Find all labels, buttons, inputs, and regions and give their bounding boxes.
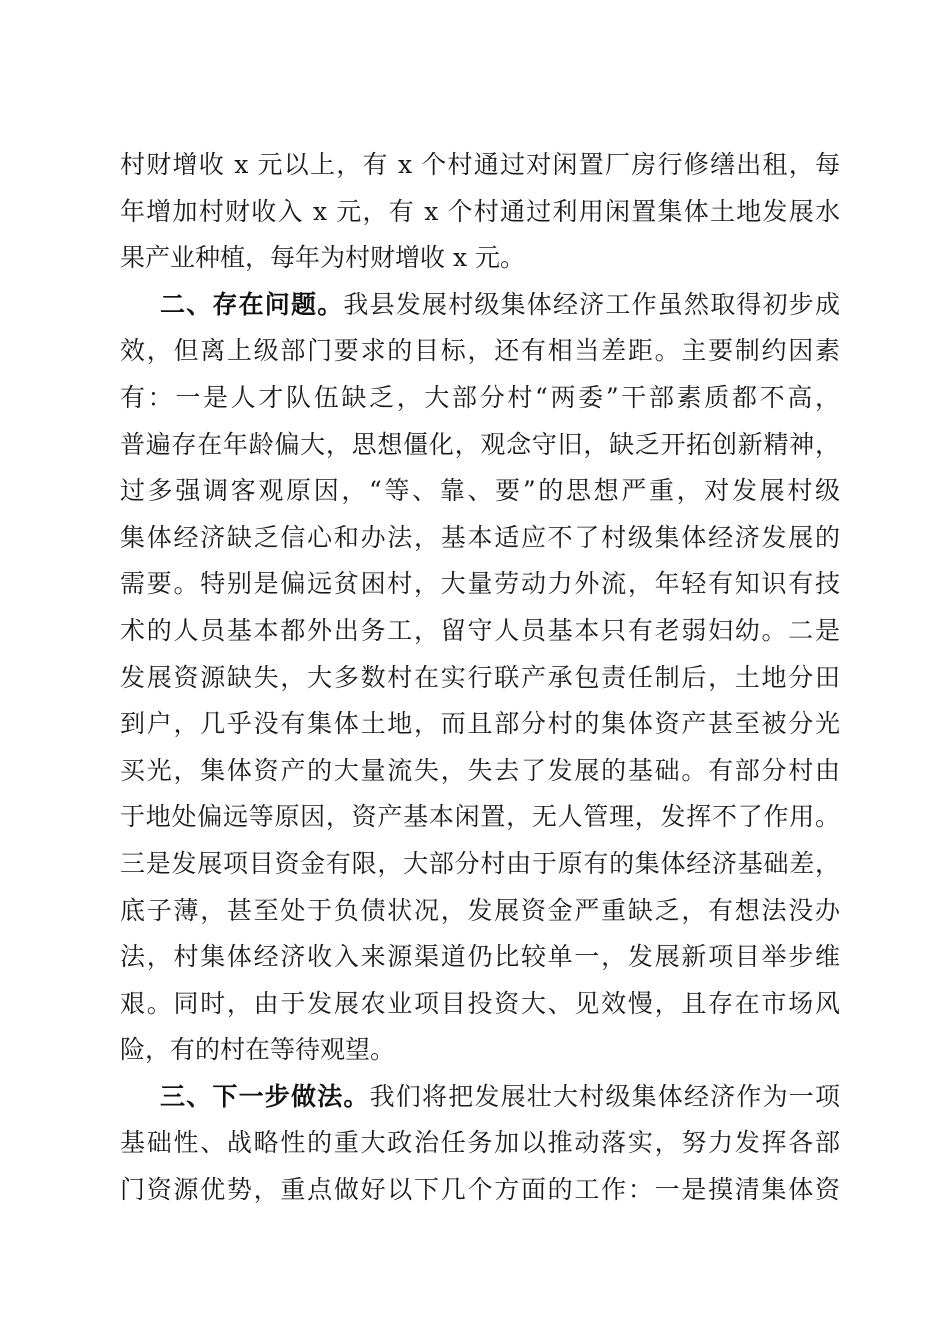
paragraph-line: 底子薄，甚至处于负债状况，发展资金严重缺乏，有想法没办 bbox=[120, 895, 840, 925]
paragraph-line: 年增加村财收入 x 元，有 x 个村通过利用闲置集体土地发展水 bbox=[120, 196, 840, 226]
paragraph-line: 发展资源缺失，大多数村在实行联产承包责任制后，土地分田 bbox=[120, 662, 840, 692]
section-2-first-line-text: 我县发展村级集体经济工作虽然取得初步成 bbox=[343, 289, 840, 319]
document-body bbox=[120, 142, 840, 1214]
paragraph-line: 过多强调客观原因，“等、靠、要”的思想严重，对发展村级 bbox=[120, 476, 840, 506]
paragraph-line: 需要。特别是偏远贫困村，大量劳动力外流，年轻有知识有技 bbox=[120, 569, 840, 599]
paragraph-line: 到户，几乎没有集体土地，而且部分村的集体资产甚至被分光 bbox=[120, 709, 840, 739]
paragraph-line: 村财增收 x 元以上，有 x 个村通过对闲置厂房行修缮出租，每 bbox=[120, 150, 840, 179]
section-3-first-line bbox=[120, 1074, 840, 1121]
paragraph-line: 术的人员基本都外出务工，留守人员基本只有老弱妇幼。二是 bbox=[120, 615, 840, 645]
paragraph-line: 险，有的村在等待观望。 bbox=[120, 1035, 396, 1065]
section-2-heading: 二、存在问题。 bbox=[160, 289, 344, 319]
section-2-first-line bbox=[120, 282, 840, 329]
section-3-first-line-text: 我们将把发展壮大村级集体经济作为一项 bbox=[369, 1081, 840, 1111]
paragraph-line: 普遍存在年龄偏大，思想僵化，观念守旧，缺乏开拓创新精神， bbox=[120, 429, 840, 459]
paragraph-line: 法，村集体经济收入来源渠道仍比较单一，发展新项目举步维 bbox=[120, 942, 840, 972]
paragraph-line: 门资源优势，重点做好以下几个方面的工作：一是摸清集体资 bbox=[120, 1175, 840, 1205]
paragraph-line: 于地处偏远等原因，资产基本闲置，无人管理，发挥不了作用。 bbox=[120, 802, 840, 832]
paragraph-line: 果产业种植，每年为村财增收 x 元。 bbox=[120, 243, 525, 273]
paragraph-line: 三是发展项目资金有限，大部分村由于原有的集体经济基础差， bbox=[120, 848, 840, 878]
paragraph-line: 效，但离上级部门要求的目标，还有相当差距。主要制约因素 bbox=[120, 336, 840, 366]
paragraph-line: 集体经济缺乏信心和办法，基本适应不了村级集体经济发展的 bbox=[120, 522, 840, 552]
paragraph-line: 基础性、战略性的重大政治任务加以推动落实，努力发挥各部 bbox=[120, 1128, 840, 1158]
paragraph-line: 有：一是人才队伍缺乏，大部分村“两委”干部素质都不高， bbox=[120, 382, 840, 412]
paragraph-line: 买光，集体资产的大量流失，失去了发展的基础。有部分村由 bbox=[120, 755, 840, 785]
section-3-heading: 三、下一步做法。 bbox=[160, 1081, 370, 1111]
paragraph-line: 艰。同时，由于发展农业项目投资大、见效慢，且存在市场风 bbox=[120, 988, 840, 1018]
